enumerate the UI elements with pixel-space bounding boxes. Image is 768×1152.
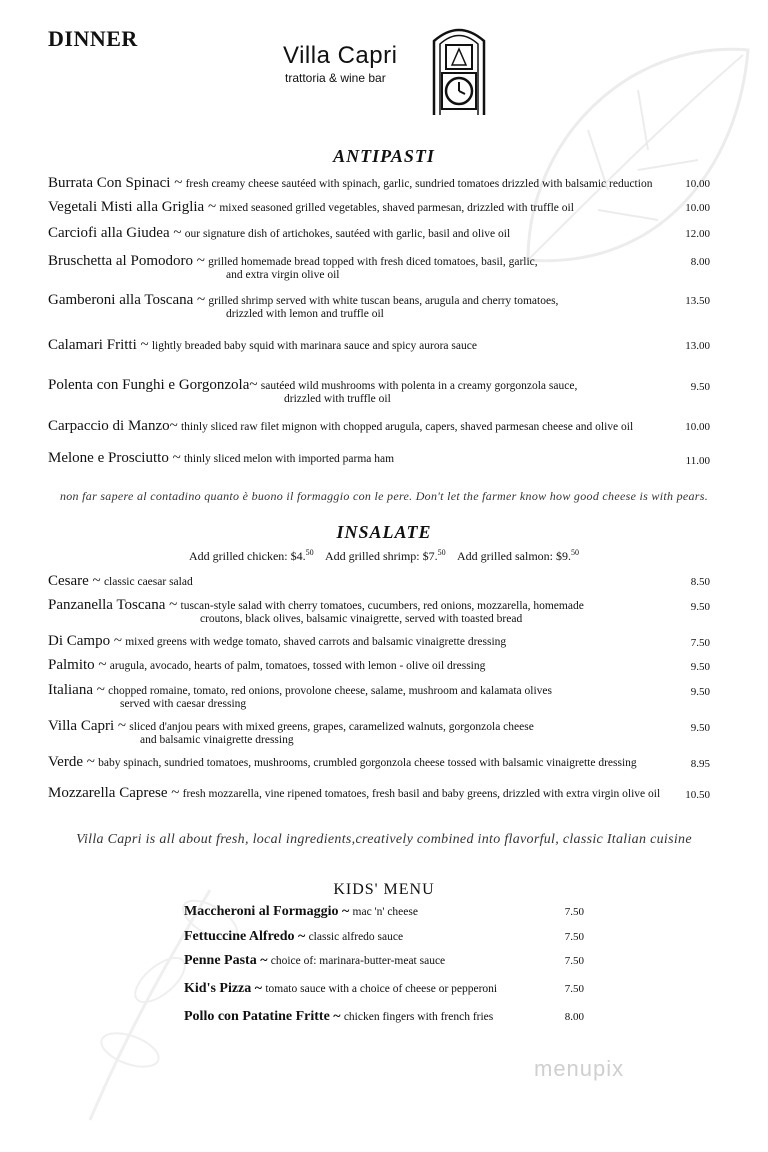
item-price: 8.95	[690, 758, 710, 770]
insalate-item: Panzanella Toscana ~ tuscan-style salad with cherry tomatoes, cucumbers, red onions, mozzarella, homemade croutons, black olives, balsamic vinaigrette, served with toasted bread	[48, 597, 584, 625]
item-price: 7.50	[564, 983, 584, 995]
item-price: 9.50	[690, 601, 710, 613]
kids-item: Maccheroni al Formaggio ~ mac 'n' cheese	[184, 904, 418, 919]
antipasti-item: Carpaccio di Manzo~ thinly sliced raw filet mignon with chopped arugula, capers, shaved parmesan cheese and olive oil	[48, 418, 634, 434]
proverb-quote: non far sapere al contadino quanto è buono il formaggio con le pere. Don't let the farmer know how good cheese is with pears.	[59, 489, 709, 503]
item-price: 13.50	[685, 295, 710, 307]
item-price: 13.00	[685, 340, 710, 352]
brand-tagline: trattoria & wine bar	[285, 71, 386, 85]
menu-heading: DINNER	[48, 26, 138, 51]
item-price: 8.50	[690, 576, 710, 588]
item-price: 12.00	[685, 228, 710, 240]
item-price: 9.50	[690, 686, 710, 698]
restaurant-tagline-quote: Villa Capri is all about fresh, local ingredients,creatively combined into flavorful, classic Italian cuisine	[76, 832, 692, 847]
menupix-watermark: menupix	[534, 1056, 625, 1081]
kids-item: Pollo con Patatine Fritte ~ chicken fingers with french fries	[184, 1009, 494, 1024]
item-price: 7.50	[564, 931, 584, 943]
item-price: 9.50	[690, 661, 710, 673]
item-price: 8.00	[690, 256, 710, 268]
antipasti-item: Calamari Fritti ~ lightly breaded baby squid with marinara sauce and spicy aurora sauce	[48, 337, 477, 353]
insalate-item: Palmito ~ arugula, avocado, hearts of palm, tomatoes, tossed with lemon - olive oil dressing	[48, 657, 486, 673]
antipasti-title: ANTIPASTI	[333, 146, 435, 166]
kids-menu-title: KIDS' MENU	[333, 881, 435, 898]
salad-addons: Add grilled chicken: $4.50 Add grilled shrimp: $7.50 Add grilled salmon: $9.50	[189, 548, 579, 563]
kids-item: Fettuccine Alfredo ~ classic alfredo sauce	[184, 929, 404, 944]
item-price: 7.50	[564, 955, 584, 967]
item-price: 10.00	[685, 178, 710, 190]
antipasti-item: Carciofi alla Giudea ~ our signature dish of artichokes, sautéed with garlic, basil and olive oil	[48, 225, 511, 241]
clock-tower-logo-icon	[430, 17, 488, 117]
insalate-item: Verde ~ baby spinach, sundried tomatoes, mushrooms, crumbled gorgonzola cheese tossed with balsamic vinaigrette dressing	[48, 754, 637, 770]
item-price: 8.00	[564, 1011, 584, 1023]
item-price: 11.00	[685, 455, 710, 467]
insalate-item: Italiana ~ chopped romaine, tomato, red onions, provolone cheese, salame, mushroom and kalamata olives served with caesar dressing	[48, 682, 552, 710]
item-price: 10.00	[685, 421, 710, 433]
item-price: 10.50	[685, 789, 710, 801]
insalate-item: Villa Capri ~ sliced d'anjou pears with mixed greens, grapes, caramelized walnuts, gorgonzola cheese and balsamic vinaigrette dressing	[48, 718, 534, 746]
antipasti-item: Gamberoni alla Toscana ~ grilled shrimp served with white tuscan beans, arugula and cherry tomatoes, drizzled with lemon and truffle oil	[48, 292, 559, 320]
antipasti-item: Bruschetta al Pomodoro ~ grilled homemade bread topped with fresh diced tomatoes, basil, garlic, and extra virgin olive oil	[48, 253, 538, 281]
antipasti-item: Burrata Con Spinaci ~ fresh creamy cheese sautéed with spinach, garlic, sundried tomatoes drizzled with balsamic reduction	[48, 175, 653, 191]
item-price: 7.50	[690, 637, 710, 649]
antipasti-item: Vegetali Misti alla Griglia ~ mixed seasoned grilled vegetables, shaved parmesan, drizzled with truffle oil	[48, 199, 574, 215]
kids-item: Penne Pasta ~ choice of: marinara-butter-meat sauce	[184, 953, 446, 968]
item-price: 7.50	[564, 906, 584, 918]
antipasti-item: Polenta con Funghi e Gorgonzola~ sautéed wild mushrooms with polenta in a creamy gorgonzola sauce, drizzled with truffle oil	[48, 377, 578, 405]
item-price: 9.50	[690, 722, 710, 734]
insalate-item: Cesare ~ classic caesar salad	[48, 573, 193, 589]
antipasti-item: Melone e Prosciutto ~ thinly sliced melon with imported parma ham	[48, 450, 395, 466]
kids-item: Kid's Pizza ~ tomato sauce with a choice of cheese or pepperoni	[184, 981, 498, 996]
insalate-item: Di Campo ~ mixed greens with wedge tomato, shaved carrots and balsamic vinaigrette dressing	[48, 633, 507, 649]
insalate-item: Mozzarella Caprese ~ fresh mozzarella, vine ripened tomatoes, fresh basil and baby greens, drizzled with extra virgin olive oil	[48, 785, 661, 801]
brand-name: Villa Capri	[283, 42, 398, 69]
item-price: 9.50	[690, 381, 710, 393]
item-price: 10.00	[685, 202, 710, 214]
insalate-title: INSALATE	[336, 522, 432, 542]
